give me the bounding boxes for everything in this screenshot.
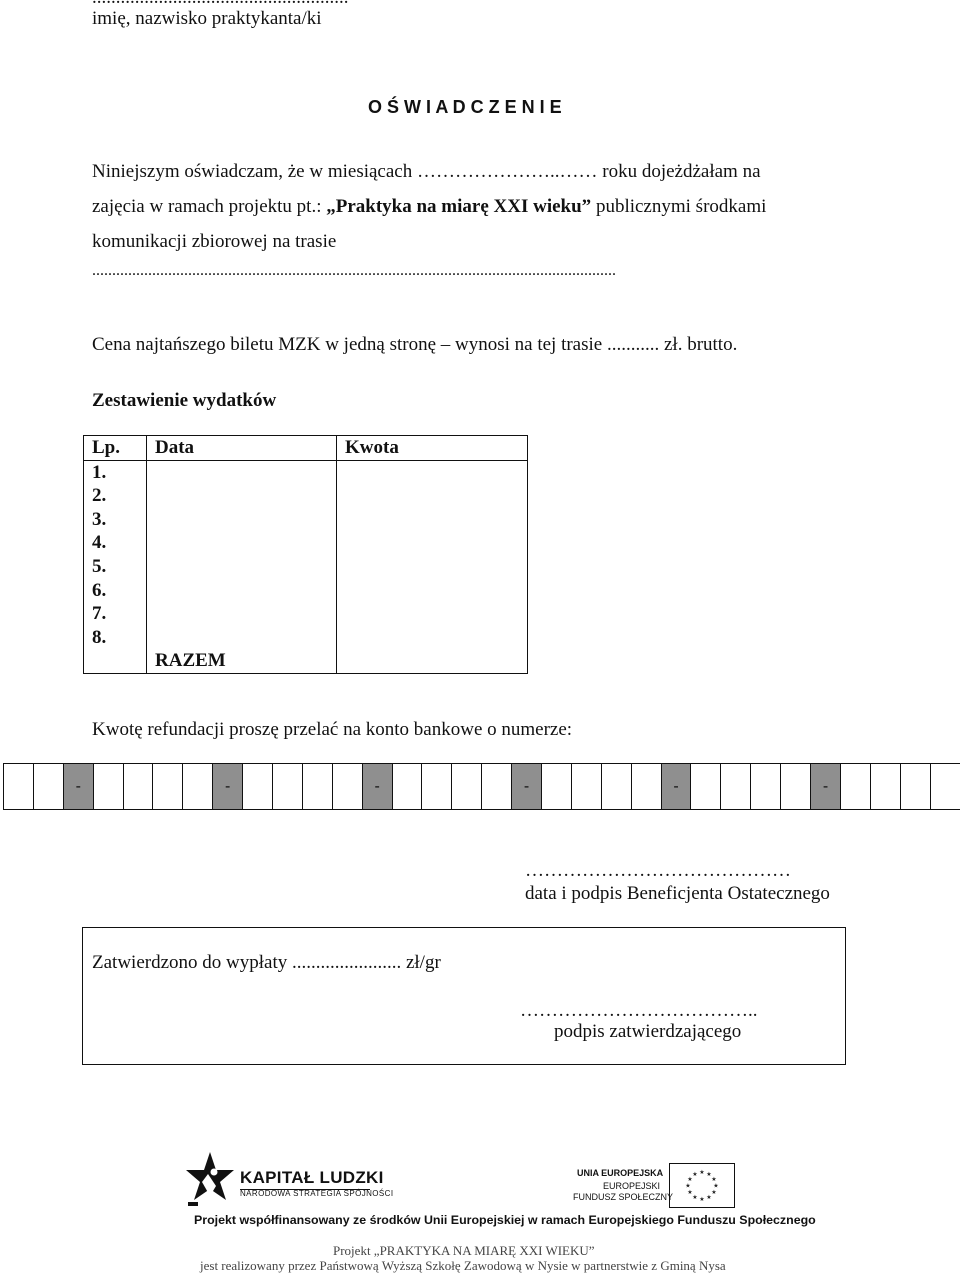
total-amount-cell[interactable] bbox=[337, 649, 528, 673]
account-digit-box[interactable] bbox=[273, 764, 303, 809]
statement-line-2-start: zajęcia w ramach projektu pt.: bbox=[92, 196, 322, 217]
date-cell[interactable] bbox=[147, 602, 337, 626]
amount-cell[interactable] bbox=[337, 460, 528, 484]
amount-cell[interactable] bbox=[337, 531, 528, 555]
account-digit-box[interactable] bbox=[303, 764, 333, 809]
row-number: 2. bbox=[84, 484, 147, 508]
refund-text: Kwotę refundacji proszę przelać na konto bankowe o numerze: bbox=[92, 719, 573, 740]
table-row bbox=[84, 602, 528, 626]
svg-text:★: ★ bbox=[699, 1196, 705, 1203]
amount-cell[interactable] bbox=[337, 484, 528, 508]
svg-text:★: ★ bbox=[711, 1189, 717, 1196]
account-digit-box[interactable] bbox=[482, 764, 512, 809]
account-digit-box[interactable] bbox=[422, 764, 452, 809]
statement-line-3: komunikacji zbiorowej na trasie bbox=[92, 231, 337, 252]
eu-text-line-1: UNIA EUROPEJSKA bbox=[577, 1168, 664, 1178]
kapital-ludzki-emblem-icon bbox=[186, 1152, 234, 1208]
account-digit-box[interactable] bbox=[393, 764, 423, 809]
statement-line-2-end: publicznymi środkami bbox=[595, 196, 767, 217]
svg-text:★: ★ bbox=[687, 1176, 693, 1183]
total-label: RAZEM bbox=[147, 649, 337, 673]
row-number: 6. bbox=[84, 579, 147, 603]
header-kwota: Kwota bbox=[337, 436, 528, 461]
eu-stars-icon bbox=[670, 1164, 734, 1207]
svg-text:★: ★ bbox=[706, 1194, 712, 1201]
svg-text:★: ★ bbox=[699, 1169, 705, 1176]
account-number-field[interactable] bbox=[3, 763, 960, 810]
account-digit-box[interactable] bbox=[871, 764, 901, 809]
account-separator-box: - bbox=[512, 764, 542, 809]
row-number: 1. bbox=[84, 460, 147, 484]
account-separator-box: - bbox=[662, 764, 692, 809]
kapital-ludzki-logo bbox=[186, 1152, 394, 1213]
date-cell[interactable] bbox=[147, 508, 337, 532]
account-digit-box[interactable] bbox=[153, 764, 183, 809]
statement-line-2 bbox=[92, 196, 766, 218]
date-cell[interactable] bbox=[147, 626, 337, 650]
table-row bbox=[84, 460, 528, 484]
account-digit-box[interactable] bbox=[542, 764, 572, 809]
route-dots: ................................................................................................................................... bbox=[92, 262, 616, 279]
approval-label: podpis zatwierdzającego bbox=[554, 1021, 742, 1042]
svg-text:★: ★ bbox=[713, 1182, 719, 1190]
statement-line-1-end: roku dojeżdżałam na bbox=[602, 161, 761, 182]
svg-text:★: ★ bbox=[692, 1171, 698, 1178]
table-row bbox=[84, 531, 528, 555]
footer-line-1: Projekt „PRAKTYKA NA MIARĘ XXI WIEKU” bbox=[333, 1243, 595, 1258]
date-cell[interactable] bbox=[147, 555, 337, 579]
date-cell[interactable] bbox=[147, 579, 337, 603]
table-row bbox=[84, 508, 528, 532]
table-row bbox=[84, 555, 528, 579]
footer-line-2: jest realizowany przez Państwową Wyższą Szkołę Zawodową w Nysie w partnerstwie z Gminą Nysa bbox=[200, 1258, 726, 1273]
total-lp-cell bbox=[84, 649, 147, 673]
account-digit-box[interactable] bbox=[691, 764, 721, 809]
table-row bbox=[84, 484, 528, 508]
row-number: 5. bbox=[84, 555, 147, 579]
svg-text:★: ★ bbox=[692, 1194, 698, 1201]
account-digit-box[interactable] bbox=[781, 764, 811, 809]
amount-cell[interactable] bbox=[337, 579, 528, 603]
account-separator-box: - bbox=[363, 764, 393, 809]
account-digit-box[interactable] bbox=[452, 764, 482, 809]
kapital-ludzki-subtitle: NARODOWA STRATEGIA SPÓJNOŚCI bbox=[240, 1189, 394, 1198]
date-cell[interactable] bbox=[147, 531, 337, 555]
expenses-heading: Zestawienie wydatków bbox=[92, 390, 277, 411]
amount-cell[interactable] bbox=[337, 508, 528, 532]
eu-text-line-3: FUNDUSZ SPOŁECZNY bbox=[573, 1192, 674, 1202]
account-digit-box[interactable] bbox=[751, 764, 781, 809]
date-cell[interactable] bbox=[147, 484, 337, 508]
account-digit-box[interactable] bbox=[4, 764, 34, 809]
amount-cell[interactable] bbox=[337, 555, 528, 579]
header-lp: Lp. bbox=[84, 436, 147, 461]
account-digit-box[interactable] bbox=[243, 764, 273, 809]
account-digit-box[interactable] bbox=[94, 764, 124, 809]
account-digit-box[interactable] bbox=[632, 764, 662, 809]
account-separator-box: - bbox=[811, 764, 841, 809]
row-number: 4. bbox=[84, 531, 147, 555]
eu-flag bbox=[669, 1163, 735, 1208]
amount-cell[interactable] bbox=[337, 626, 528, 650]
account-digit-box[interactable] bbox=[333, 764, 363, 809]
approval-text: Zatwierdzono do wypłaty ....................... zł/gr bbox=[92, 952, 441, 973]
table-row bbox=[84, 579, 528, 603]
svg-text:★: ★ bbox=[687, 1189, 693, 1196]
eu-text-line-2: EUROPEJSKI bbox=[603, 1181, 661, 1191]
table-total-row bbox=[84, 649, 528, 673]
account-digit-box[interactable] bbox=[602, 764, 632, 809]
expenses-table bbox=[83, 435, 528, 674]
signature-dots: …………………………………… bbox=[525, 860, 791, 881]
row-number: 3. bbox=[84, 508, 147, 532]
statement-line-1-start: Niniejszym oświadczam, że w miesiącach bbox=[92, 161, 413, 182]
account-digit-box[interactable] bbox=[901, 764, 931, 809]
document-title: O Ś W I A D C Z E N I E bbox=[368, 97, 562, 117]
account-digit-box[interactable] bbox=[34, 764, 64, 809]
project-title: „Praktyka na miarę XXI wieku” bbox=[326, 196, 592, 217]
months-dots: …………………..…… bbox=[417, 161, 598, 182]
svg-text:★: ★ bbox=[685, 1182, 691, 1190]
table-header-row bbox=[84, 436, 528, 461]
amount-cell[interactable] bbox=[337, 602, 528, 626]
account-digit-box[interactable] bbox=[124, 764, 154, 809]
kapital-ludzki-title: KAPITAŁ LUDZKI bbox=[240, 1168, 384, 1187]
date-cell[interactable] bbox=[147, 460, 337, 484]
account-digit-box[interactable] bbox=[841, 764, 871, 809]
approval-dots: ……………………………….. bbox=[520, 1000, 758, 1021]
row-number: 8. bbox=[84, 626, 147, 650]
account-digit-box[interactable] bbox=[721, 764, 751, 809]
row-number: 7. bbox=[84, 602, 147, 626]
signature-label: data i podpis Beneficjenta Ostatecznego bbox=[525, 883, 830, 904]
account-digit-box[interactable] bbox=[931, 764, 960, 809]
price-line: Cena najtańszego biletu MZK w jedną stronę – wynosi na tej trasie ........... zł. brutto. bbox=[92, 334, 738, 355]
approval-box bbox=[82, 927, 846, 1065]
header-data: Data bbox=[147, 436, 337, 461]
table-row bbox=[84, 626, 528, 650]
account-separator-box: - bbox=[64, 764, 94, 809]
account-digit-box[interactable] bbox=[572, 764, 602, 809]
cofinance-text: Projekt współfinansowany ze środków Unii Europejskiej w ramach Europejskiego Funduszu Społecznego bbox=[194, 1213, 816, 1227]
name-label: imię, nazwisko praktykanta/ki bbox=[92, 8, 322, 29]
svg-text:★: ★ bbox=[706, 1171, 712, 1178]
account-separator-box: - bbox=[213, 764, 243, 809]
svg-text:★: ★ bbox=[711, 1176, 717, 1183]
statement-line-1 bbox=[92, 161, 761, 183]
account-digit-box[interactable] bbox=[183, 764, 213, 809]
